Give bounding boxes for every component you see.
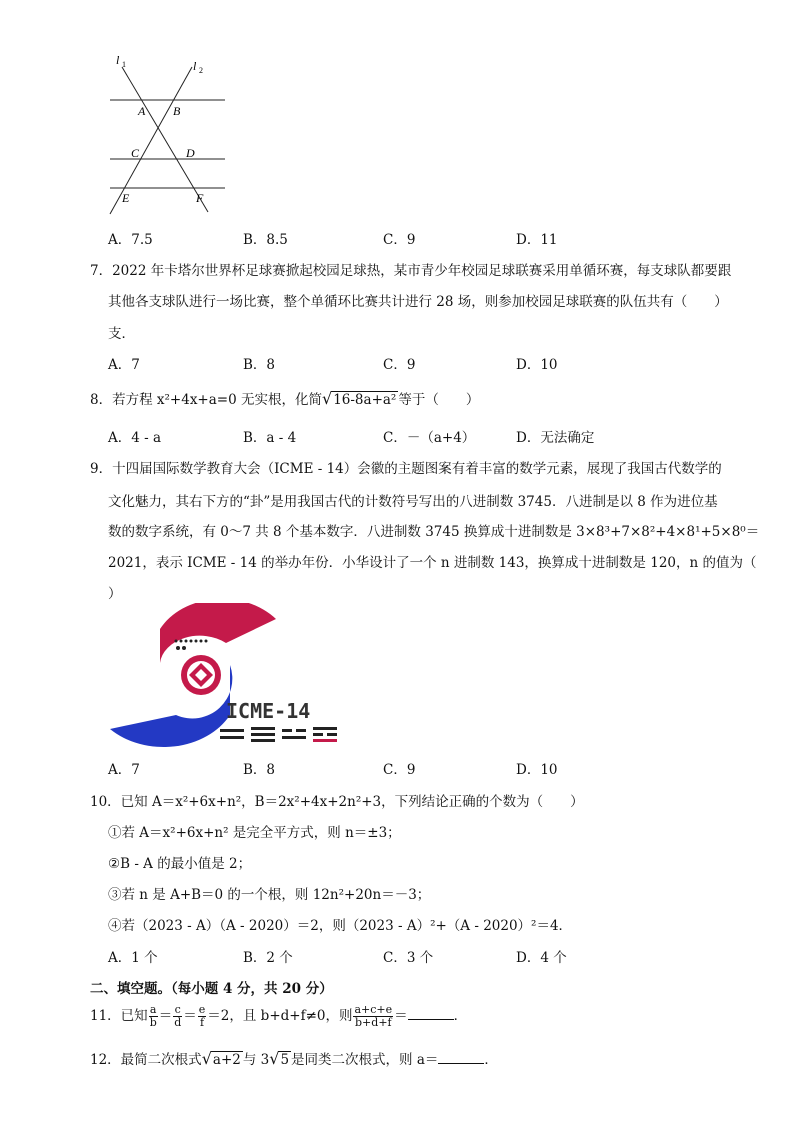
q7-line2: 其他各支球队进行一场比赛，整个单循环比赛共计进行 28 场，则参加校园足球联赛的队伍共有（ ）: [108, 294, 728, 310]
point-F: F: [196, 191, 204, 205]
q6-option-d[interactable]: D．11: [516, 232, 558, 248]
q9-line1: 9．十四届国际数学教育大会（ICME - 14）会徽的主题图案有着丰富的数学元素，展现了我国古代数学的: [90, 461, 722, 477]
point-A: A: [138, 104, 146, 118]
q10-option-d[interactable]: D．4 个: [516, 950, 567, 966]
q10-option-b[interactable]: B．2 个: [243, 950, 293, 966]
q9-line5: ）: [108, 586, 122, 602]
q7-line1: 7．2022 年卡塔尔世界杯足球赛掀起校园足球热，某市青少年校园足球联赛采用单循环赛，每支球队都要跟: [90, 263, 732, 279]
q12-answer-blank[interactable]: [438, 1063, 484, 1064]
q6-option-c[interactable]: C．9: [383, 232, 416, 248]
q11-answer-blank[interactable]: [408, 1019, 454, 1020]
q8-option-a[interactable]: A．4 - a: [108, 430, 162, 446]
q9-line4: 2021，表示 ICME - 14 的举办年份．小华设计了一个 n 进制数 143，换算成十进制数是 120，n 的值为（: [108, 555, 757, 571]
point-D: D: [186, 146, 195, 160]
q9-option-c[interactable]: C．9: [383, 762, 416, 778]
q7-option-d[interactable]: D．10: [516, 357, 558, 373]
q10-statement-3: ③若 n 是 A+B＝0 的一个根，则 12n²+20n＝－3；: [108, 887, 431, 903]
q8-option-b[interactable]: B．a - 4: [243, 430, 297, 446]
q10-statement-1: ①若 A＝x²+6x+n² 是完全平方式，则 n＝±3；: [108, 825, 401, 841]
svg-text:2: 2: [199, 66, 203, 75]
q10-option-a[interactable]: A．1 个: [108, 950, 158, 966]
q8-stem: 8．若方程 x²+4x+a=0 无实根，化简√16-8a+a² 等于（ ）: [90, 389, 480, 408]
q10-statement-2: ②B - A 的最小值是 2；: [108, 856, 252, 872]
parallel-lines-figure: [100, 52, 235, 217]
q12-stem: 12．最简二次根式√a+2 与 3√5 是同类二次根式，则 a＝ ．: [90, 1049, 498, 1068]
point-C: C: [131, 146, 140, 160]
q7-option-a[interactable]: A．7: [108, 357, 140, 373]
point-E: E: [122, 191, 130, 205]
q8-radicand: 16-8a+a²: [333, 392, 397, 408]
q7-option-c[interactable]: C．9: [383, 357, 416, 373]
q10-option-c[interactable]: C．3 个: [383, 950, 434, 966]
icme-text: ICME-14: [226, 699, 311, 723]
label-l2: l: [193, 59, 197, 73]
q9-option-d[interactable]: D．10: [516, 762, 558, 778]
icme-14-logo: [108, 603, 348, 748]
point-B: B: [173, 104, 181, 118]
q10-statement-4: ④若（2023 - A）（A - 2020）＝2，则（2023 - A）²+（A - 2020）²＝4．: [108, 918, 573, 934]
q9-line2: 文化魅力，其右下方的“卦”是用我国古代的计数符号写出的八进制数 3745．八进制是以 8 作为进位基: [108, 494, 718, 510]
q11-stem: 11．已知 $\frac{a}{b}$ ＝ $\frac{c}{d}$ ＝ $\frac{e}{f}$ ＝2，且 b+d+f≠0，则 $\frac{a+c+e}{b+d+f}$ ＝ ．: [90, 1003, 468, 1029]
q9-option-b[interactable]: B．8: [243, 762, 276, 778]
q8-option-d[interactable]: D．无法确定: [516, 430, 595, 446]
q7-option-b[interactable]: B．8: [243, 357, 276, 373]
label-l1: l: [116, 53, 120, 67]
svg-text:1: 1: [122, 60, 126, 69]
q6-option-b[interactable]: B．8.5: [243, 232, 288, 248]
q9-line3: 数的数字系统，有 0～7 共 8 个基本数字．八进制数 3745 换算成十进制数是 3×8³+7×8²+4×8¹+5×8⁰＝: [108, 524, 760, 540]
q10-stem: 10．已知 A＝x²+6x+n²，B＝2x²+4x+2n²+3，下列结论正确的个数为（ ）: [90, 794, 584, 810]
q8-option-c[interactable]: C．－（a+4）: [383, 430, 476, 446]
q9-option-a[interactable]: A．7: [108, 762, 140, 778]
q7-line3: 支．: [108, 326, 135, 342]
q6-option-a[interactable]: A．7.5: [108, 232, 153, 248]
section-title: 二、填空题。（每小题 4 分，共 20 分）: [90, 981, 333, 997]
